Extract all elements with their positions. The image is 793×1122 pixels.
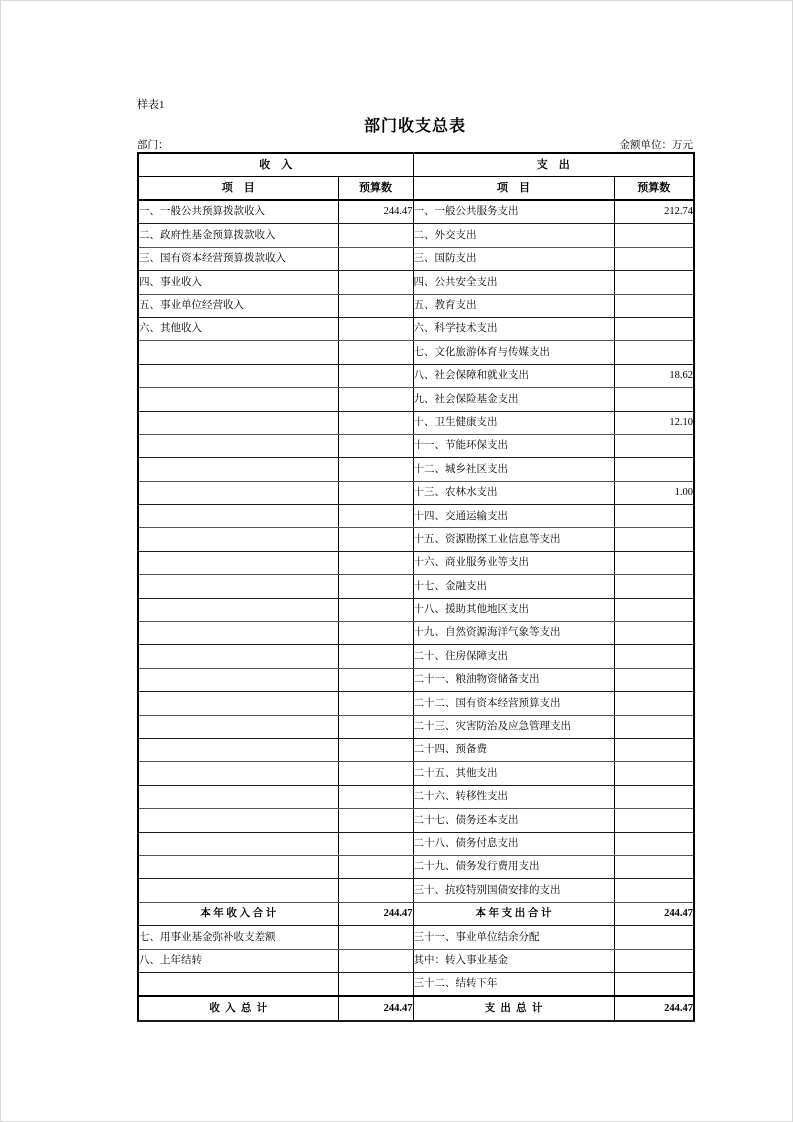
table-row bbox=[138, 855, 694, 878]
income-item-cell bbox=[138, 364, 338, 387]
income-budget-cell bbox=[338, 809, 413, 832]
expense-item-cell: 二十二、国有资本经营预算支出 bbox=[413, 692, 614, 715]
expense-item-cell: 三、国防支出 bbox=[413, 247, 614, 270]
table-row bbox=[138, 715, 694, 738]
table-row bbox=[138, 505, 694, 528]
table-body bbox=[138, 200, 694, 1021]
table-row bbox=[138, 622, 694, 645]
income-item-cell bbox=[138, 785, 338, 808]
income-item-cell: 八、上年结转 bbox=[138, 949, 338, 972]
income-item-cell bbox=[138, 832, 338, 855]
income-item-column-header: 项 目 bbox=[138, 177, 338, 201]
expense-budget-cell bbox=[614, 388, 694, 411]
expense-budget-cell bbox=[614, 832, 694, 855]
expense-item-cell: 九、社会保险基金支出 bbox=[413, 388, 614, 411]
expense-item-cell: 十七、金融支出 bbox=[413, 575, 614, 598]
expense-item-cell: 二十五、其他支出 bbox=[413, 762, 614, 785]
income-budget-cell bbox=[338, 855, 413, 878]
sample-table-tag: 样表1 bbox=[137, 99, 165, 111]
table-row bbox=[138, 645, 694, 668]
expense-budget-cell bbox=[614, 528, 694, 551]
table-row bbox=[138, 458, 694, 481]
table-row bbox=[138, 832, 694, 855]
income-item-cell bbox=[138, 411, 338, 434]
income-budget-cell bbox=[338, 364, 413, 387]
expense-budget-cell bbox=[614, 598, 694, 621]
expense-item-cell: 六、科学技术支出 bbox=[413, 317, 614, 340]
expense-group-header: 支 出 bbox=[413, 153, 694, 177]
budget-summary-table bbox=[137, 152, 695, 1022]
income-budget-cell: 244.47 bbox=[338, 200, 413, 224]
income-item-cell bbox=[138, 692, 338, 715]
expense-item-cell: 二十、住房保障支出 bbox=[413, 645, 614, 668]
expense-budget-cell bbox=[614, 972, 694, 996]
expense-budget-cell bbox=[614, 505, 694, 528]
expense-budget-cell: 244.47 bbox=[614, 996, 694, 1020]
expense-item-cell: 二十三、灾害防治及应急管理支出 bbox=[413, 715, 614, 738]
income-item-cell bbox=[138, 575, 338, 598]
table-header bbox=[138, 153, 694, 200]
expense-budget-cell: 244.47 bbox=[614, 902, 694, 925]
table-row bbox=[138, 575, 694, 598]
expense-budget-cell bbox=[614, 341, 694, 364]
expense-budget-cell bbox=[614, 926, 694, 949]
income-budget-cell bbox=[338, 949, 413, 972]
expense-budget-cell bbox=[614, 738, 694, 761]
expense-budget-cell bbox=[614, 879, 694, 902]
expense-item-cell: 其中：转入事业基金 bbox=[413, 949, 614, 972]
expense-item-cell: 十、卫生健康支出 bbox=[413, 411, 614, 434]
income-item-cell bbox=[138, 855, 338, 878]
table-row bbox=[138, 271, 694, 294]
income-item-cell bbox=[138, 598, 338, 621]
income-budget-cell bbox=[338, 575, 413, 598]
expense-budget-cell bbox=[614, 785, 694, 808]
expense-item-cell: 十一、节能环保支出 bbox=[413, 434, 614, 457]
table-row bbox=[138, 598, 694, 621]
table-row bbox=[138, 551, 694, 574]
income-item-cell bbox=[138, 388, 338, 411]
table-row bbox=[138, 996, 694, 1020]
expense-item-cell: 三十、抗疫特别国债安排的支出 bbox=[413, 879, 614, 902]
income-budget-cell bbox=[338, 294, 413, 317]
income-item-cell: 三、国有资本经营预算拨款收入 bbox=[138, 247, 338, 270]
table-row bbox=[138, 809, 694, 832]
expense-item-cell: 十八、援助其他地区支出 bbox=[413, 598, 614, 621]
expense-budget-cell bbox=[614, 762, 694, 785]
table-row bbox=[138, 879, 694, 902]
expense-budget-cell bbox=[614, 949, 694, 972]
income-budget-cell bbox=[338, 715, 413, 738]
expense-item-cell: 四、公共安全支出 bbox=[413, 271, 614, 294]
income-item-cell: 一、一般公共预算拨款收入 bbox=[138, 200, 338, 224]
expense-item-cell: 七、文化旅游体育与传媒支出 bbox=[413, 341, 614, 364]
page-title: 部门收支总表 bbox=[363, 118, 466, 135]
income-budget-cell bbox=[338, 551, 413, 574]
expense-item-cell: 一、一般公共服务支出 bbox=[413, 200, 614, 224]
expense-item-cell: 二、外交支出 bbox=[413, 224, 614, 247]
income-budget-cell bbox=[338, 411, 413, 434]
table-row bbox=[138, 224, 694, 247]
expense-item-cell: 十五、资源勘探工业信息等支出 bbox=[413, 528, 614, 551]
expense-item-cell: 十九、自然资源海洋气象等支出 bbox=[413, 622, 614, 645]
table-row bbox=[138, 528, 694, 551]
table-row bbox=[138, 200, 694, 224]
income-budget-cell bbox=[338, 738, 413, 761]
expense-budget-cell: 212.74 bbox=[614, 200, 694, 224]
income-budget-cell bbox=[338, 832, 413, 855]
income-budget-cell bbox=[338, 972, 413, 996]
income-item-cell bbox=[138, 715, 338, 738]
table-row bbox=[138, 317, 694, 340]
income-item-cell bbox=[138, 481, 338, 504]
income-budget-cell bbox=[338, 388, 413, 411]
expense-item-cell: 二十七、债务还本支出 bbox=[413, 809, 614, 832]
income-item-cell bbox=[138, 528, 338, 551]
income-budget-cell bbox=[338, 785, 413, 808]
expense-budget-cell bbox=[614, 458, 694, 481]
income-item-cell bbox=[138, 668, 338, 691]
table-row bbox=[138, 294, 694, 317]
income-item-cell bbox=[138, 879, 338, 902]
expense-item-cell: 二十八、债务付息支出 bbox=[413, 832, 614, 855]
expense-item-cell: 二十六、转移性支出 bbox=[413, 785, 614, 808]
table-row bbox=[138, 341, 694, 364]
income-item-cell bbox=[138, 622, 338, 645]
expense-budget-cell bbox=[614, 692, 694, 715]
expense-budget-cell bbox=[614, 434, 694, 457]
expense-item-cell: 二十四、预备费 bbox=[413, 738, 614, 761]
income-budget-cell: 244.47 bbox=[338, 902, 413, 925]
income-item-cell bbox=[138, 645, 338, 668]
income-item-cell: 七、用事业基金弥补收支差额 bbox=[138, 926, 338, 949]
table-row bbox=[138, 738, 694, 761]
table-row bbox=[138, 762, 694, 785]
income-item-cell: 四、事业收入 bbox=[138, 271, 338, 294]
table-row bbox=[138, 902, 694, 925]
income-item-cell: 收 入 总 计 bbox=[138, 996, 338, 1020]
expense-budget-cell bbox=[614, 622, 694, 645]
income-budget-cell bbox=[338, 434, 413, 457]
expense-budget-cell: 1.00 bbox=[614, 481, 694, 504]
expense-item-cell: 十四、交通运输支出 bbox=[413, 505, 614, 528]
income-budget-cell bbox=[338, 528, 413, 551]
income-item-cell bbox=[138, 434, 338, 457]
expense-budget-cell bbox=[614, 224, 694, 247]
income-budget-cell bbox=[338, 481, 413, 504]
income-budget-cell bbox=[338, 668, 413, 691]
expense-item-cell: 八、社会保障和就业支出 bbox=[413, 364, 614, 387]
expense-item-cell: 本 年 支 出 合 计 bbox=[413, 902, 614, 925]
expense-budget-column-header: 预算数 bbox=[614, 177, 694, 201]
expense-item-cell: 五、教育支出 bbox=[413, 294, 614, 317]
expense-budget-cell bbox=[614, 575, 694, 598]
meta-row bbox=[137, 137, 693, 152]
expense-budget-cell bbox=[614, 271, 694, 294]
expense-budget-cell bbox=[614, 317, 694, 340]
expense-item-cell: 二十九、债务发行费用支出 bbox=[413, 855, 614, 878]
group-header-row bbox=[138, 153, 694, 177]
expense-budget-cell bbox=[614, 715, 694, 738]
expense-item-cell: 支 出 总 计 bbox=[413, 996, 614, 1020]
income-item-cell: 五、事业单位经营收入 bbox=[138, 294, 338, 317]
table-row bbox=[138, 668, 694, 691]
table-row bbox=[138, 247, 694, 270]
income-budget-cell bbox=[338, 622, 413, 645]
income-item-cell bbox=[138, 505, 338, 528]
income-budget-cell bbox=[338, 458, 413, 481]
income-budget-cell bbox=[338, 317, 413, 340]
income-budget-cell bbox=[338, 341, 413, 364]
income-group-header: 收 入 bbox=[138, 153, 413, 177]
expense-item-cell: 十二、城乡社区支出 bbox=[413, 458, 614, 481]
table-row bbox=[138, 972, 694, 996]
income-budget-cell bbox=[338, 879, 413, 902]
income-budget-cell bbox=[338, 762, 413, 785]
income-budget-cell bbox=[338, 645, 413, 668]
expense-budget-cell bbox=[614, 855, 694, 878]
income-item-cell bbox=[138, 762, 338, 785]
income-item-cell bbox=[138, 738, 338, 761]
income-budget-cell: 244.47 bbox=[338, 996, 413, 1020]
income-budget-cell bbox=[338, 247, 413, 270]
income-item-cell: 六、其他收入 bbox=[138, 317, 338, 340]
income-item-cell bbox=[138, 551, 338, 574]
expense-budget-cell bbox=[614, 645, 694, 668]
income-budget-cell bbox=[338, 224, 413, 247]
expense-budget-cell: 12.10 bbox=[614, 411, 694, 434]
column-header-row bbox=[138, 177, 694, 201]
department-label: 部门： bbox=[137, 140, 169, 151]
income-budget-cell bbox=[338, 505, 413, 528]
income-item-cell bbox=[138, 458, 338, 481]
expense-item-cell: 十六、商业服务业等支出 bbox=[413, 551, 614, 574]
expense-item-cell: 三十一、事业单位结余分配 bbox=[413, 926, 614, 949]
expense-item-column-header: 项 目 bbox=[413, 177, 614, 201]
table-row bbox=[138, 364, 694, 387]
income-budget-cell bbox=[338, 271, 413, 294]
income-budget-column-header: 预算数 bbox=[338, 177, 413, 201]
income-budget-cell bbox=[338, 926, 413, 949]
expense-budget-cell bbox=[614, 668, 694, 691]
income-item-cell bbox=[138, 809, 338, 832]
expense-budget-cell bbox=[614, 809, 694, 832]
table-row bbox=[138, 949, 694, 972]
expense-budget-cell bbox=[614, 247, 694, 270]
table-row bbox=[138, 388, 694, 411]
income-item-cell: 本 年 收 入 合 计 bbox=[138, 902, 338, 925]
expense-item-cell: 十三、农林水支出 bbox=[413, 481, 614, 504]
table-row bbox=[138, 785, 694, 808]
expense-item-cell: 三十二、结转下年 bbox=[413, 972, 614, 996]
table-row bbox=[138, 692, 694, 715]
table-row bbox=[138, 411, 694, 434]
income-item-cell: 二、政府性基金预算拨款收入 bbox=[138, 224, 338, 247]
income-budget-cell bbox=[338, 692, 413, 715]
expense-budget-cell bbox=[614, 551, 694, 574]
expense-budget-cell bbox=[614, 294, 694, 317]
table-row bbox=[138, 481, 694, 504]
amount-unit-label: 金额单位：万元 bbox=[619, 140, 693, 151]
expense-item-cell: 二十一、粮油物资储备支出 bbox=[413, 668, 614, 691]
expense-budget-cell: 18.62 bbox=[614, 364, 694, 387]
income-item-cell bbox=[138, 972, 338, 996]
table-row bbox=[138, 926, 694, 949]
income-budget-cell bbox=[338, 598, 413, 621]
income-item-cell bbox=[138, 341, 338, 364]
table-row bbox=[138, 434, 694, 457]
